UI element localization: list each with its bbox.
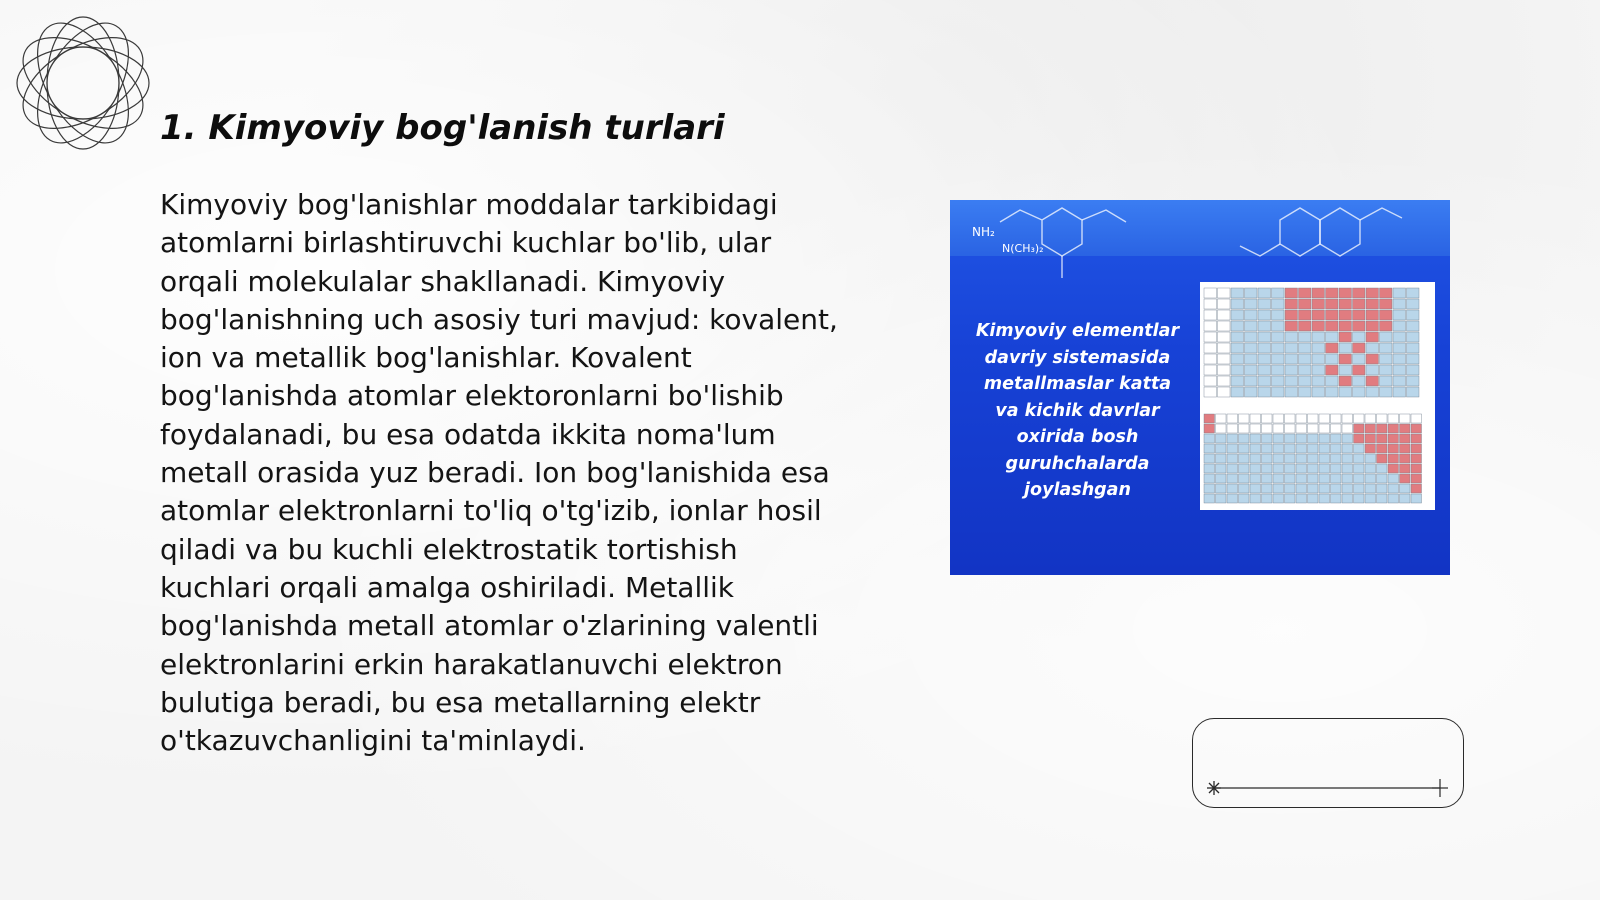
molecule-label-nch3: N(CH₃)₂ <box>1002 242 1044 255</box>
body-paragraph: Kimyoviy bog'lanishlar moddalar tarkibidagi atomlarni birlashtiruvchi kuchlar bo'lib, ular orqali molekulalar shakllanadi. Kimyoviy bog'lanishning uch asosiy turi mavjud: kovalent, ion va metallik bog'lanishlar. Kovalent bog'lanishda atomlar elektoronlarni bo'lishib foydalanadi, bu esa odatda ikkita noma'lum metall orasida yuz beradi. Ion bog'lanishida esa atomlar elektronlarni to'liq o'tg'izib, ionlar hosil qiladi va bu kuchli elektrostatik tortishish kuchlari orqali amalga oshiriladi. Metallik bog'lanishda metall atomlar o'zlarining valentli elektronlarini erkin harakatlanuvchi elektron bulutiga beradi, bu esa metallarning elektr o'tkazuvchanligini ta'minlaydi. <box>160 188 838 758</box>
periodic-table-picture <box>950 200 1450 575</box>
concentric-rings-icon <box>10 10 156 156</box>
molecule-label-nh2: NH₂ <box>972 225 995 239</box>
sparkle-line-icon <box>1206 778 1454 798</box>
molecule-structure-icon <box>950 200 1450 290</box>
slide-title: 1. Kimyoviy bog'lanish turlari <box>160 108 725 148</box>
image-caption: Kimyoviy elementlar davriy sistemasida metallmaslar katta va kichik davrlar oxirida bosh guruhchalarda joylashgan <box>975 321 1180 500</box>
periodic-table-icon <box>1200 282 1435 510</box>
